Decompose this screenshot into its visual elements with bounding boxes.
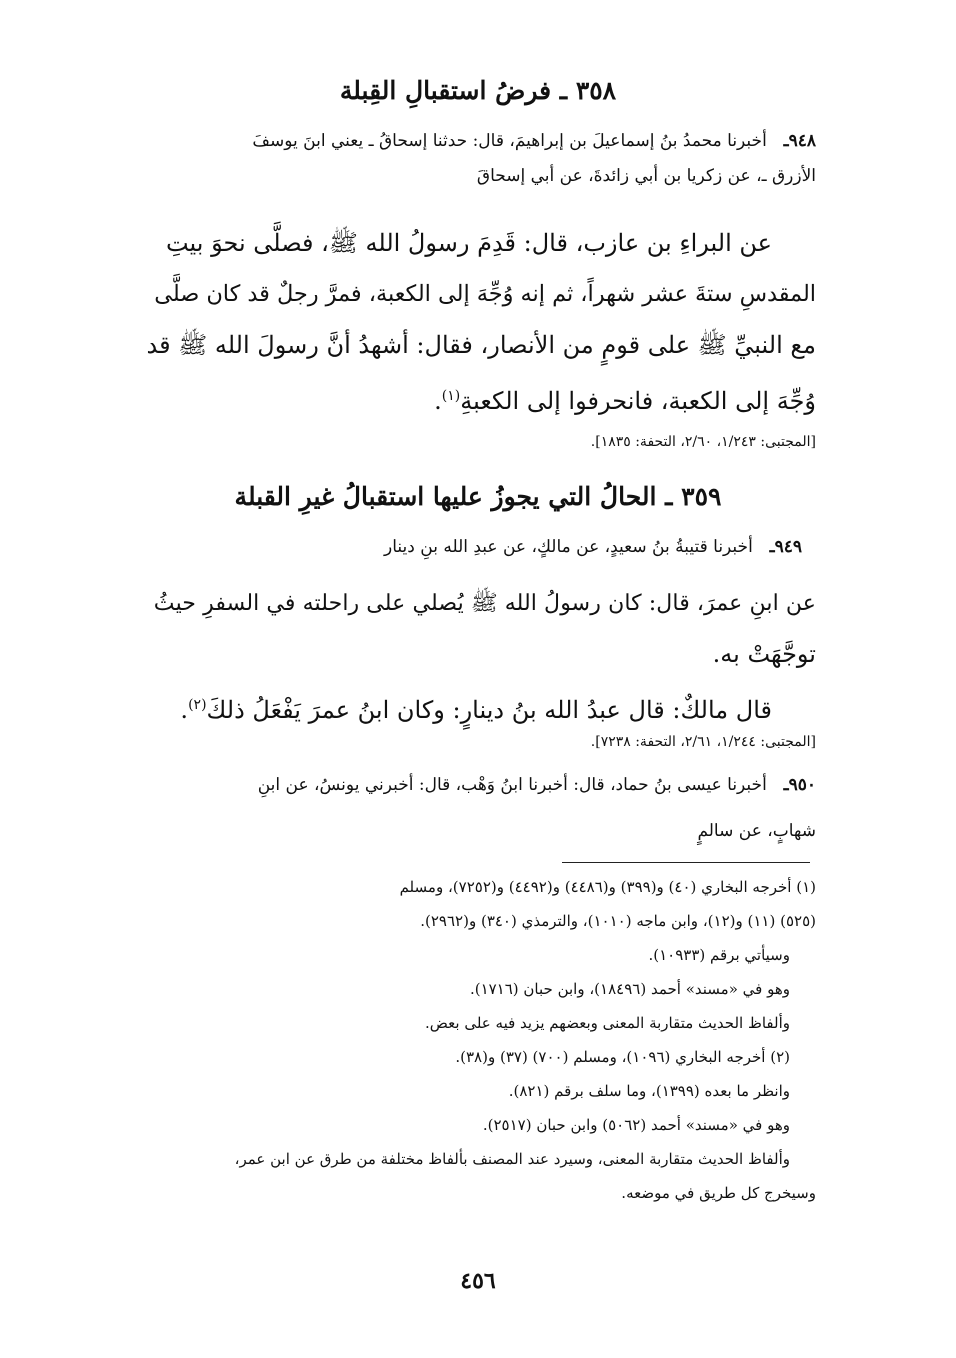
hadith-949-matn-end: . <box>180 696 189 724</box>
hadith-949-reference-text: [المجتبى: ١/٢٤٤، ٢/٦١، التحفة: ٧٢٣٨]. <box>590 734 816 750</box>
hadith-949-matn-line-3 <box>140 680 816 736</box>
hadith-948-matn-text-4: وُجِّهَ إلى الكعبة، فانحرفوا إلى الكعبةِ <box>460 387 816 415</box>
hadith-948-isnad-line-2: الأزرق ـ، عن زكريا بن أبي زائدةَ، عن أبي إسحاقَ <box>476 166 816 186</box>
hadith-948-isnad-text-1: أخبرنا محمدُ بنُ إسماعيلَ بن إبراهيمَ، قال: حدثنا إسحاقُ ـ يعني ابنَ يوسفَ <box>252 131 767 151</box>
hadith-949-isnad-text-1: أخبرنا قتيبةُ بنُ سعيدٍ، عن مالكٍ، عن عبدِ الله بنِ دينار <box>384 537 753 557</box>
chapter-359-heading <box>140 482 816 511</box>
hadith-950-number: ٩٥٠ـ <box>783 775 816 795</box>
hadith-949-number: ٩٤٩ـ <box>769 537 802 557</box>
chapter-359-title: ٣٥٩ ـ الحالُ التي يجوزُ عليها استقبالُ غيرِ القبلة <box>234 482 722 511</box>
hadith-948-number: ٩٤٨ـ <box>783 131 816 151</box>
hadith-950-isnad-line-2: شهابٍ، عن سالمٍ <box>697 821 816 841</box>
hadith-948-isnad <box>140 124 816 194</box>
hadith-950-isnad-line-1 <box>140 762 816 808</box>
footnote-line: (٢) أخرجه البخاري (١٠٩٦)، ومسلم (٧٠٠) (٣٧) و(٣٨). <box>455 1048 790 1066</box>
hadith-948-matn-line-2: المقدسِ ستةَ عشر شهراً، ثم إنه وُجِّهَ إلى الكعبة، فمرَّ رجلٌ قد كان صلَّى <box>154 281 816 307</box>
hadith-949-matn-line-2: توجَّهَتْ به. <box>712 640 816 668</box>
footnote-line: وهو في «مسند» أحمد (١٨٤٩٦)، وابن حبان (١٧١٦). <box>469 980 790 998</box>
hadith-948-matn-end: . <box>434 387 442 415</box>
page-number: ٤٥٦ <box>460 1268 496 1294</box>
footnote-line: وألفاظ الحديث متقاربة المعنى وبعضهم يزيد فيه على بعض. <box>425 1014 790 1032</box>
footnote-line: (٥٢٥) (١١) و(١٢)، وابن ماجه (١٠١٠)، والترمذي (٣٤٠) و(٢٩٦٢). <box>420 912 816 930</box>
hadith-948-isnad-line-1 <box>140 124 816 159</box>
chapter-358-heading <box>140 76 816 105</box>
footnote-line: وسيخرج كل طريق في موضعه. <box>621 1184 816 1202</box>
hadith-949-isnad-line-1 <box>140 530 816 565</box>
footnote-line: وهو في «مسند» أحمد (٥٠٦٢) وابن حبان (٢٥١٧). <box>482 1116 790 1134</box>
hadith-948-matn-line-3: مع النبيِّ ﷺ على قومٍ من الأنصار، فقال: أشهدُ أنَّ رسولَ الله ﷺ قد <box>146 331 816 359</box>
footnotes <box>140 870 816 1210</box>
footnote-marker-2: (٢) <box>188 697 207 713</box>
footnote-line: وسيأتي برقم (١٠٩٣٣). <box>648 946 790 964</box>
footnote-line: (١) أخرجه البخاري (٤٠) و(٣٩٩) و(٤٤٨٦) و(٤٤٩٢) و(٧٢٥٢)، ومسلم <box>399 878 816 896</box>
hadith-948-reference-text: [المجتبى: ١/٢٤٣، ٢/٦٠، التحفة: ١٨٣٥]. <box>590 434 816 450</box>
footnote-line: وانظر ما بعده (١٣٩٩)، وما سلف برقم (٨٢١). <box>508 1082 790 1100</box>
footnote-line: وألفاظ الحديث متقاربة المعنى، وسيرد عند المصنف بألفاظ مختلفة من طرق عن ابن عمر، <box>234 1150 790 1168</box>
hadith-948-matn-line-4 <box>140 371 816 427</box>
hadith-949-matn-line-1: عن ابنِ عمرَ، قال: كان رسولُ الله ﷺ يُصلي على راحلته في السفرِ حيثُ <box>153 590 816 616</box>
hadith-949-reference <box>140 734 816 750</box>
hadith-948-matn <box>140 218 816 427</box>
chapter-358-title: ٣٥٨ ـ فرضُ استقبالِ القِبلة <box>339 76 617 105</box>
hadith-949-matn <box>140 578 816 736</box>
hadith-948-reference <box>140 434 816 450</box>
hadith-949-matn-text-3: قال مالكٌ: قال عبدُ الله بنُ دينارٍ: وكان ابنُ عمرَ يَفْعَلُ ذلكَ <box>206 696 772 724</box>
hadith-950-isnad <box>140 762 816 854</box>
footnote-marker-1: (١) <box>441 388 461 404</box>
hadith-949-isnad <box>140 530 816 565</box>
hadith-948-matn-line-1: عن البراءِ بن عازب، قال: قَدِمَ رسولُ الله ﷺ، فصلَّى نحوَ بيتِ <box>165 229 772 257</box>
footnote-separator <box>562 862 810 863</box>
hadith-950-isnad-text-1: أخبرنا عيسى بنُ حماد، قال: أخبرنا ابنُ وَهْب، قال: أخبرني يونسُ، عن ابنِ <box>257 775 767 795</box>
